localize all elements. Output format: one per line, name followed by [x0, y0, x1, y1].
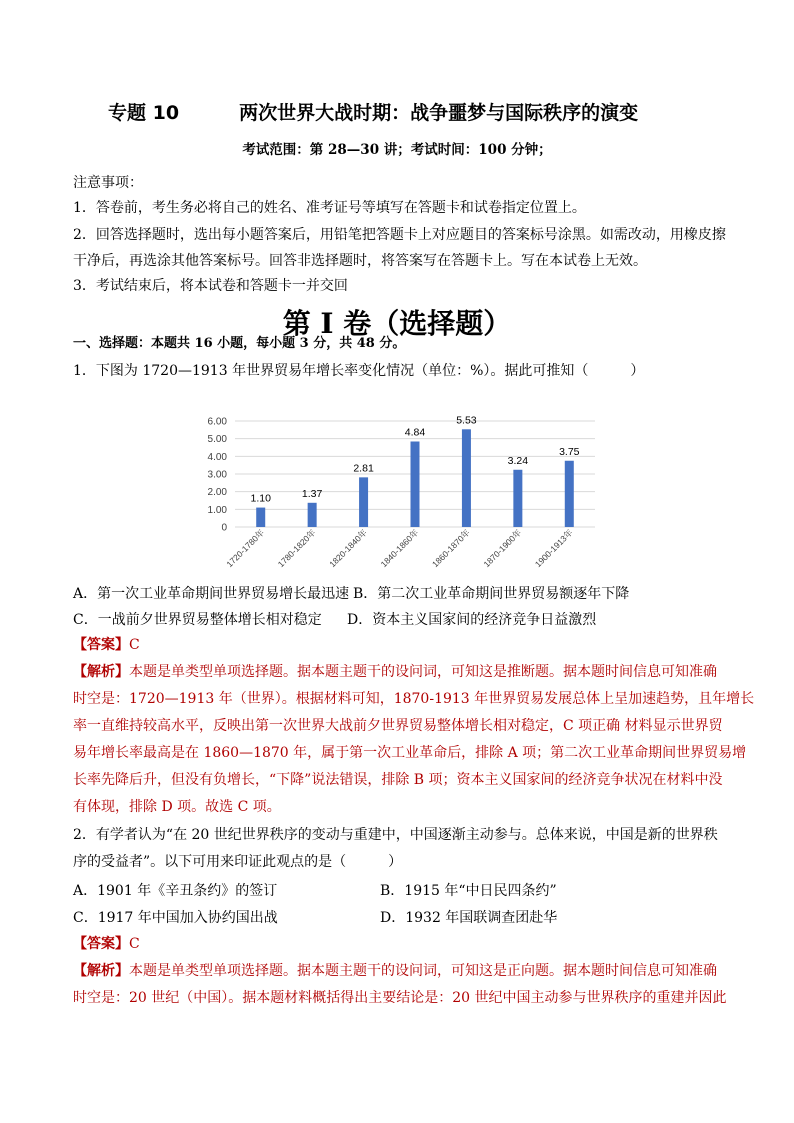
q1-option-b: B．第二次工业革命期间世界贸易额逐年下降 — [353, 586, 630, 602]
data-label: 2.81 — [353, 462, 374, 475]
q1-option-c: C．一战前夕世界贸易整体增长相对稳定 — [73, 612, 322, 628]
volume-title: 第 I 卷（选择题） — [282, 307, 512, 340]
notes-title: 注意事项： — [73, 175, 143, 191]
data-label: 3.75 — [559, 445, 580, 458]
bar-chart — [195, 385, 605, 577]
x-tick-label: 1900-1913年 — [532, 527, 575, 570]
y-tick-label: 2.00 — [207, 487, 227, 499]
q2-analysis-1: 【解析】本题是单类型单项选择题。据本题主题干的设问词，可知这是正向题。据本题时间信息可知准确 — [73, 963, 717, 979]
x-tick-label: 1840-1860年 — [378, 527, 421, 570]
answer-value: C — [129, 936, 140, 952]
q1-answer — [73, 636, 734, 654]
bar — [565, 461, 574, 527]
data-label: 1.37 — [301, 487, 323, 500]
data-label: 3.24 — [507, 454, 529, 467]
x-tick-label: 1780-1820年 — [275, 527, 318, 570]
q1-option-d: D．资本主义国家间的经济竞争日益激烈 — [347, 612, 597, 628]
exam-info: 考试范围：第 28—30 讲；考试时间：100 分钟； — [242, 142, 552, 158]
q2-stem-1: 2．有学者认为“在 20 世纪世界秩序的变动与重建中，中国逐渐主动参与。总体来说，中国是新的世界秩 — [73, 827, 718, 843]
q2-option-d: D．1932 年国联调查团赴华 — [380, 910, 558, 926]
q2-option-a: A．1901 年《辛丑条约》的签订 — [73, 883, 278, 899]
note-item-2b: 干净后，再选涂其他答案标号。回答非选择题时，将答案写在答题卡上。写在本试卷上无效。 — [73, 253, 647, 269]
data-label: 1.10 — [250, 492, 271, 505]
q1-option-a: A．第一次工业革命期间世界贸易增长最迅速 — [73, 586, 350, 602]
bar — [308, 503, 317, 527]
data-label: 5.53 — [456, 414, 477, 427]
bar — [462, 429, 471, 527]
q2-option-c: C．1917 年中国加入协约国出战 — [73, 910, 278, 926]
topic-title: 两次世界大战时期：战争噩梦与国际秩序的演变 — [239, 102, 639, 124]
x-tick-label: 1870-1900年 — [481, 527, 524, 570]
note-item-2a: 2．回答选择题时，选出每小题答案后，用铅笔把答题卡上对应题目的答案标号涂黑。如需改动，用橡皮擦 — [73, 227, 726, 243]
header-title — [108, 98, 638, 125]
y-tick-label: 3.00 — [207, 469, 227, 481]
topic-number: 专题 10 — [108, 102, 180, 124]
y-tick-label: 5.00 — [207, 434, 227, 446]
q1-analysis-2: 时空是：1720—1913 年（世界）。根据材料可知，1870-1913 年世界贸易发展总体上呈加速趋势，且年增长 — [73, 691, 755, 707]
answer-label: 【答案】 — [73, 637, 129, 653]
x-tick-label: 1720-1780年 — [224, 527, 267, 570]
y-tick-label: 4.00 — [207, 451, 227, 463]
x-tick-label: 1820-1840年 — [327, 527, 369, 570]
q1-analysis-3: 率一直维持较高水平，反映出第一次世界大战前夕世界贸易整体增长相对稳定，C 项正确 材料显示世界贸 — [73, 718, 723, 734]
q1-analysis-4: 易年增长率最高是在 1860—1870 年，属于第一次工业革命后，排除 A 项；第二次工业革命期间世界贸易增 — [73, 745, 747, 761]
x-tick-label: 1860-1870年 — [430, 527, 472, 570]
data-label: 4.84 — [404, 426, 426, 439]
q2-answer — [73, 935, 734, 953]
q2-analysis-2: 时空是：20 世纪（中国）。据本题材料概括得出主要结论是：20 世纪中国主动参与世界秩序的重建并因此 — [73, 990, 727, 1006]
bar — [256, 508, 265, 527]
bar — [513, 470, 522, 527]
note-item-3: 3．考试结束后，将本试卷和答题卡一并交回 — [73, 278, 348, 294]
q2-stem-2: 序的受益者”。以下可用来印证此观点的是（ ） — [73, 854, 403, 870]
q1-analysis-1: 【解析】本题是单类型单项选择题。据本题主题干的设问词，可知这是推断题。据本题时间信息可知准确 — [73, 664, 717, 680]
bar — [411, 441, 420, 527]
y-tick-label: 1.00 — [207, 504, 227, 516]
answer-label: 【答案】 — [73, 936, 129, 952]
y-tick-label: 6.00 — [207, 416, 227, 428]
q1-stem: 1．下图为 1720—1913 年世界贸易年增长率变化情况（单位：%）。据此可推知（ ） — [73, 363, 645, 379]
bar — [359, 477, 368, 527]
q1-analysis-6: 有体现，排除 D 项。故选 C 项。 — [73, 799, 281, 815]
analysis-label: 【解析】 — [73, 664, 129, 680]
answer-value: C — [129, 637, 140, 653]
note-item-1: 1．答卷前，考生务必将自己的姓名、准考证号等填写在答题卡和试卷指定位置上。 — [73, 200, 586, 216]
section-heading: 一、选择题：本题共 16 小题，每小题 3 分，共 48 分。 — [73, 336, 406, 351]
q2-option-b: B．1915 年“中日民四条约” — [380, 883, 557, 899]
q1-analysis-5: 长率先降后升，但没有负增长，“下降”说法错误，排除 B 项；资本主义国家间的经济竞争状况在材料中没 — [73, 772, 723, 788]
analysis-label: 【解析】 — [73, 963, 129, 979]
y-tick-label: 0 — [221, 522, 227, 534]
